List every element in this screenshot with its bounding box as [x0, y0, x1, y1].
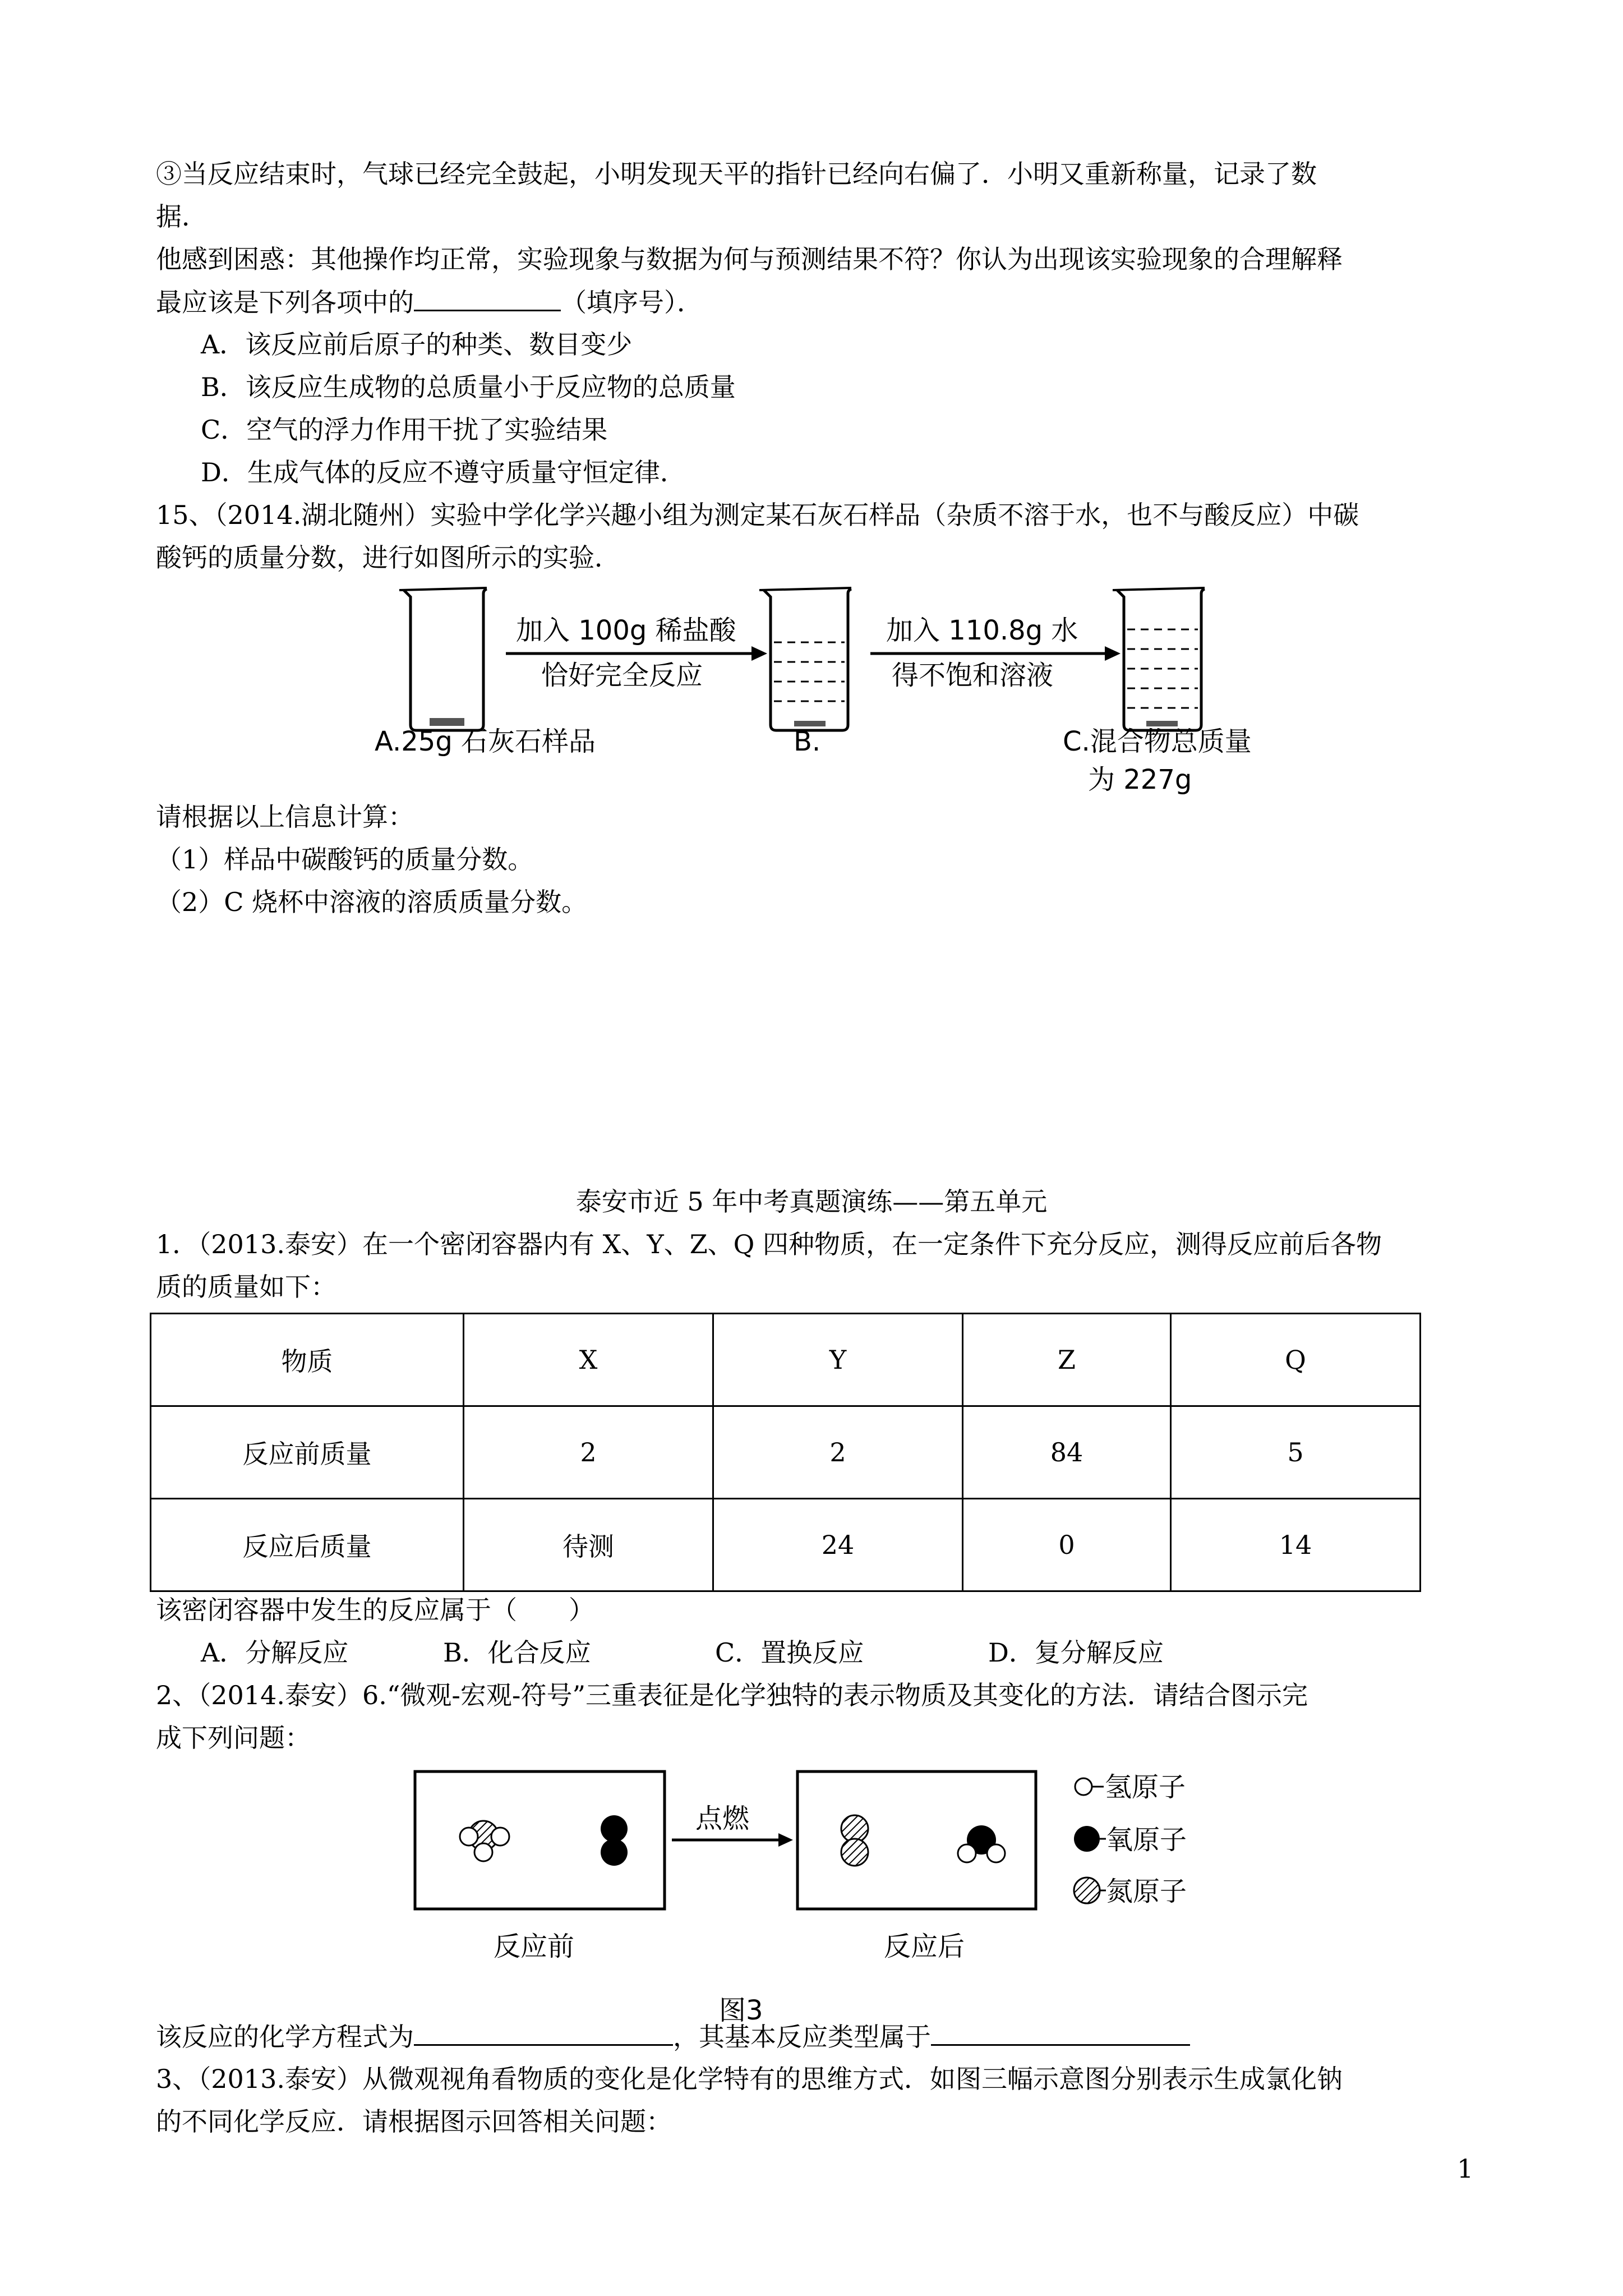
arrow-2-bottom-label: 得不饱和溶液: [892, 660, 1054, 691]
nitrogen-atom-icon: [1074, 1878, 1100, 1903]
q14-line-2: 据．: [156, 201, 208, 232]
arrow-label: 点燃: [695, 1803, 750, 1834]
label-a: A.25g 石灰石样品: [375, 726, 596, 757]
q14-line-3: 他感到困惑：其他操作均正常，实验现象与数据为何与预测结果不符？你认为出现该实验现象的合理解释: [156, 244, 1343, 274]
table-cell: 待测: [464, 1499, 713, 1591]
legend-oxygen-label: 氧原子: [1106, 1824, 1187, 1856]
q14-prompt: 最应该是下列各项中的: [156, 287, 414, 318]
q1-option-a: A．分解反应: [201, 1637, 349, 1668]
table-row: [151, 1499, 1421, 1591]
q2-line-3: [156, 2019, 1190, 2054]
after-label: 反应后: [884, 1931, 965, 1962]
q1-line-2: 质的质量如下：: [156, 1272, 336, 1302]
q15-line-2: 酸钙的质量分数，进行如图所示的实验．: [156, 542, 620, 573]
q14-option-c: C．空气的浮力作用干扰了实验结果: [201, 415, 608, 445]
table-cell: 0: [963, 1499, 1171, 1591]
legend: [1074, 1772, 1187, 1907]
table-cell: 84: [963, 1406, 1171, 1499]
table-header-row: [151, 1314, 1421, 1406]
beaker-c: [1113, 588, 1205, 730]
q15-line-1: 15、（2014.湖北随州）实验中学化学兴趣小组为测定某石灰石样品（杂质不溶于水，也不与酸反应）中碳: [156, 500, 1359, 530]
nitrogen-molecule-icon: [841, 1815, 868, 1866]
arrow-1-top-label: 加入 100g 稀盐酸: [516, 615, 736, 646]
table-cell: Z: [963, 1314, 1171, 1406]
label-c-line-2: 为 227g: [1088, 764, 1192, 795]
beaker-a: [399, 588, 487, 730]
beaker-experiment-figure: [359, 578, 1312, 813]
molecule-reaction-figure: [404, 1761, 1245, 2031]
before-label: 反应前: [494, 1931, 575, 1962]
q1-question: 该密闭容器中发生的反应属于（ ）: [156, 1595, 594, 1625]
answer-blank[interactable]: [414, 285, 561, 311]
mass-table: [150, 1313, 1421, 1592]
oxygen-molecule-icon: [601, 1815, 628, 1866]
table-row: [151, 1406, 1421, 1499]
before-box: [415, 1772, 665, 1909]
q14-line-1: ③当反应结束时，气球已经完全鼓起，小明发现天平的指针已经向右偏了．小明又重新称量，记录了数: [156, 159, 1317, 189]
q3-line-1: 3、（2013.泰安）从微观视角看物质的变化是化学特有的思维方式．如图三幅示意图分别表示生成氯化钠: [156, 2064, 1343, 2094]
label-b: B.: [794, 726, 821, 757]
q14-option-d: D．生成气体的反应不遵守质量守恒定律．: [201, 457, 686, 487]
page-number: 1: [1457, 2154, 1474, 2184]
q2-line-2: 成下列问题：: [156, 1723, 311, 1753]
oxygen-atom-icon: [1074, 1826, 1100, 1852]
legend-hydrogen-label: 氢原子: [1105, 1772, 1186, 1803]
q14-prompt-tail: （填序号）．: [561, 287, 703, 318]
figure-caption: 图3: [719, 1995, 763, 2026]
table-cell: 2: [464, 1406, 713, 1499]
ammonia-molecule-icon: [460, 1821, 509, 1861]
q14-line-4: [156, 285, 703, 319]
q15-sub-1: （1）样品中碳酸钙的质量分数。: [156, 844, 534, 875]
reaction-type-prompt: ，其基本反应类型属于: [673, 2022, 931, 2052]
table-cell: 2: [713, 1406, 963, 1499]
limestone-sample-icon: [430, 718, 464, 726]
beaker-b: [759, 588, 851, 730]
hydrogen-atom-icon: [1075, 1778, 1092, 1795]
q1-option-c: C．置换反应: [715, 1637, 864, 1668]
q1-option-b: B．化合反应: [443, 1637, 591, 1668]
table-cell: Y: [713, 1314, 963, 1406]
equation-prompt: 该反应的化学方程式为: [156, 2022, 414, 2052]
table-cell: 5: [1171, 1406, 1421, 1499]
table-cell: 物质: [151, 1314, 464, 1406]
equation-blank[interactable]: [414, 2019, 673, 2046]
section-title: 泰安市近 5 年中考真题演练——第五单元: [575, 1186, 1048, 1217]
q1-line-1: 1．（2013.泰安）在一个密闭容器内有 X、Y、Z、Q 四种物质，在一定条件下充分反应，测得反应前后各物: [156, 1229, 1382, 1259]
arrow-1-bottom-label: 恰好完全反应: [541, 660, 703, 691]
q14-option-a: A．该反应前后原子的种类、数目变少: [201, 329, 633, 360]
q15-prompt: 请根据以上信息计算：: [156, 802, 414, 832]
legend-nitrogen-label: 氮原子: [1106, 1876, 1187, 1907]
table-cell: 14: [1171, 1499, 1421, 1591]
q15-sub-2: （2）C 烧杯中溶液的溶质质量分数。: [156, 887, 588, 917]
table-cell: 反应前质量: [151, 1406, 464, 1499]
arrow-2-top-label: 加入 110.8g 水: [886, 615, 1078, 646]
table-cell: Q: [1171, 1314, 1421, 1406]
q2-line-1: 2、（2014.泰安）6.“微观-宏观-符号”三重表征是化学独特的表示物质及其变化的方法．请结合图示完: [156, 1680, 1308, 1710]
label-c-line-1: C.混合物总质量: [1063, 726, 1252, 757]
q3-line-2: 的不同化学反应．请根据图示回答相关问题：: [156, 2106, 672, 2137]
table-cell: 反应后质量: [151, 1499, 464, 1591]
table-cell: X: [464, 1314, 713, 1406]
reaction-type-blank[interactable]: [931, 2019, 1190, 2046]
solution-lines: [774, 642, 845, 701]
table-cell: 24: [713, 1499, 963, 1591]
water-molecule-icon: [958, 1825, 1005, 1862]
q1-option-d: D．复分解反应: [988, 1637, 1164, 1668]
after-box: [797, 1772, 1036, 1909]
q14-option-b: B．该反应生成物的总质量小于反应物的总质量: [201, 372, 736, 402]
